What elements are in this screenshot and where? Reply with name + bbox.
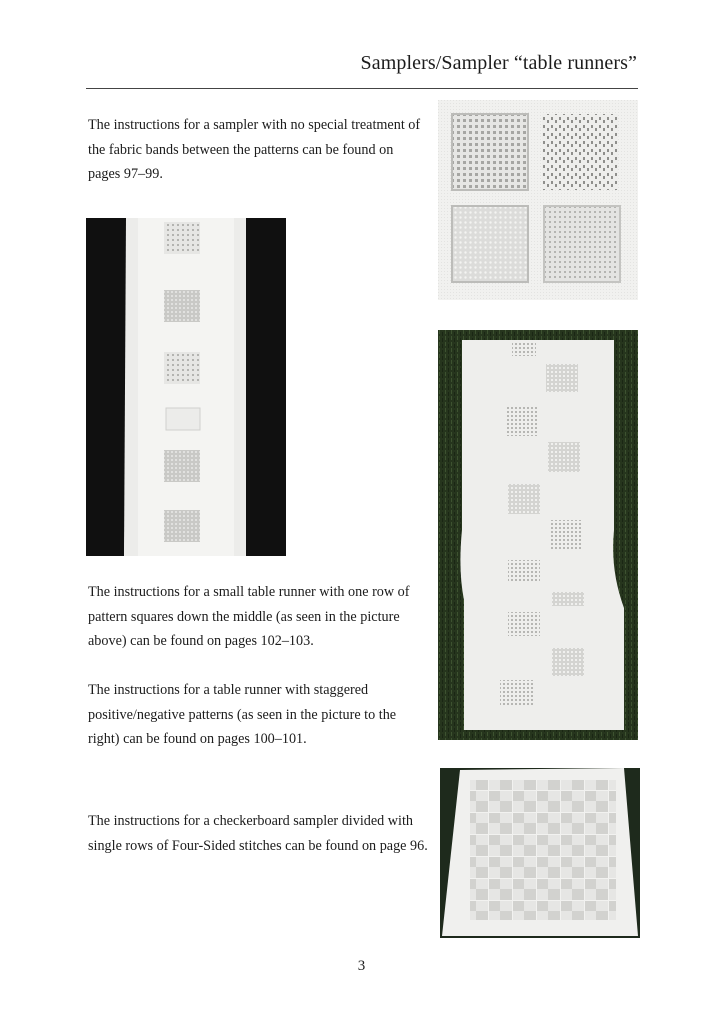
small-table-runner-photo	[86, 218, 286, 556]
paragraph-checkerboard: The instructions for a checkerboard sampler divided with single rows of Four-Sided stitches can be found on page 96.	[88, 813, 428, 854]
paragraph-intro: The instructions for a sampler with no special treatment of the fabric bands between the patterns can be found on pages 97–99.	[88, 117, 421, 182]
paragraph-staggered-runner: The instructions for a table runner with staggered positive/negative patterns (as seen in the picture to the right) can be found on pages 100–101.	[88, 682, 397, 747]
four-square-sampler-photo	[438, 100, 638, 300]
paragraph-small-runner: The instructions for a small table runner with one row of pattern squares down the middle (as seen in the picture above) can be found on pages 102–103.	[88, 584, 410, 649]
running-header: Samplers/Sampler “table runners”	[360, 52, 637, 74]
staggered-table-runner-photo	[438, 330, 638, 740]
checkerboard-sampler-photo	[440, 768, 640, 938]
page-number: 3	[357, 958, 366, 974]
header-rule	[86, 88, 638, 89]
